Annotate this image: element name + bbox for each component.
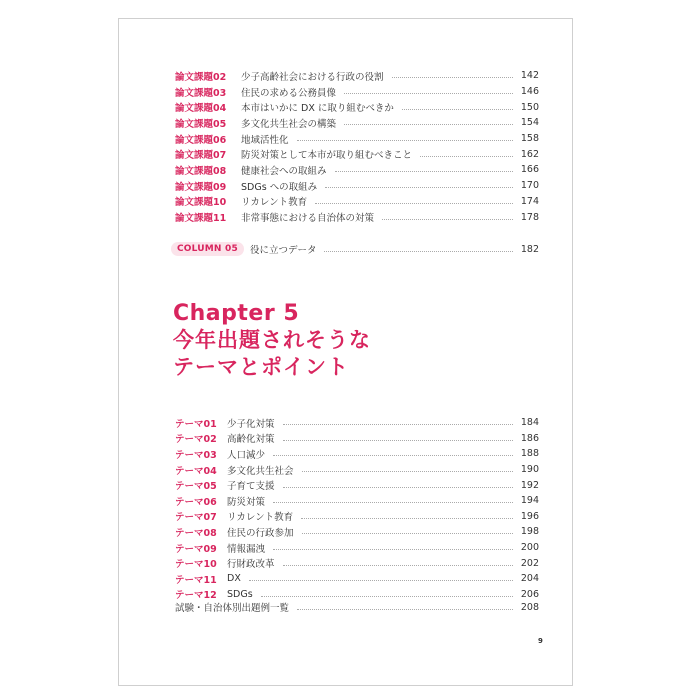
toc-row[interactable] xyxy=(175,431,539,447)
toc-row[interactable] xyxy=(175,194,539,210)
toc-row-page: 204 xyxy=(520,573,539,585)
toc-row-title: 高齢化対策 xyxy=(227,434,275,446)
toc-row-page: 158 xyxy=(520,133,539,145)
toc-row-page: 188 xyxy=(520,448,539,460)
leader-dots xyxy=(402,109,513,110)
toc-row[interactable] xyxy=(175,146,539,162)
leader-dots xyxy=(273,455,513,456)
leader-dots xyxy=(420,156,513,157)
leader-dots xyxy=(325,187,513,188)
toc-row[interactable] xyxy=(175,462,539,478)
toc-row-label: テーマ12 xyxy=(175,590,217,602)
toc-row-page: 142 xyxy=(520,70,539,82)
toc-row-page: 190 xyxy=(520,464,539,476)
toc-row-title: 地域活性化 xyxy=(241,134,289,146)
toc-row-page: 186 xyxy=(520,432,539,444)
toc-row[interactable] xyxy=(175,415,539,431)
toc-row[interactable] xyxy=(175,571,539,587)
leader-dots xyxy=(297,609,513,610)
toc-row[interactable] xyxy=(175,68,539,84)
toc-row-page: 184 xyxy=(520,417,539,429)
toc-row-label: 論文課題11 xyxy=(175,213,227,225)
toc-row[interactable] xyxy=(175,555,539,571)
leader-dots xyxy=(382,219,513,220)
toc-row-page: 208 xyxy=(520,601,539,613)
leader-dots xyxy=(324,251,513,252)
toc-row-exam-list[interactable] xyxy=(175,599,539,615)
toc-row-title: 多文化共生社会 xyxy=(227,465,294,477)
toc-row-title: 防災対策として本市が取り組むべきこと xyxy=(241,150,413,162)
toc-row-label: テーマ09 xyxy=(175,543,217,555)
toc-row-page: 150 xyxy=(520,101,539,113)
toc-row[interactable] xyxy=(175,509,539,525)
leader-dots xyxy=(315,203,513,204)
page-number: 9 xyxy=(538,637,543,645)
toc-row[interactable] xyxy=(175,493,539,509)
toc-row-page: 196 xyxy=(520,510,539,522)
toc-row-title: 試験・自治体別出題例一覧 xyxy=(175,603,290,614)
toc-row-title: 健康社会への取組み xyxy=(241,165,327,177)
leader-dots xyxy=(283,424,513,425)
toc-row-label: 論文課題06 xyxy=(175,134,227,146)
toc-row-label: 論文課題05 xyxy=(175,118,227,130)
toc-row-label: 論文課題08 xyxy=(175,165,227,177)
toc-row-label: テーマ01 xyxy=(175,418,217,430)
toc-row-label: テーマ02 xyxy=(175,434,217,446)
leader-dots xyxy=(283,487,513,488)
toc-row[interactable] xyxy=(175,540,539,556)
toc-row-page: 162 xyxy=(520,148,539,160)
toc-row-title: 人口減少 xyxy=(227,449,266,461)
leader-dots xyxy=(283,440,513,441)
toc-row-label: テーマ08 xyxy=(175,527,217,539)
toc-row-label: テーマ06 xyxy=(175,496,217,508)
toc-row-title: 情報漏洩 xyxy=(227,543,266,555)
toc-row-label: 論文課題02 xyxy=(175,71,227,83)
leader-dots xyxy=(261,596,513,597)
chapter-number: Chapter 5 xyxy=(173,301,300,326)
toc-row-page: 198 xyxy=(520,526,539,538)
toc-row[interactable] xyxy=(175,162,539,178)
toc-row-title: 多文化共生社会の構築 xyxy=(241,118,337,130)
toc-row-title: 非常事態における自治体の対策 xyxy=(241,213,375,225)
leader-dots xyxy=(297,140,513,141)
toc-row-page: 174 xyxy=(520,195,539,207)
toc-row-title: SDGs xyxy=(227,588,253,600)
toc-row-page: 206 xyxy=(520,588,539,600)
toc-row-title: 少子高齢社会における行政の役割 xyxy=(241,71,384,83)
chapter-heading xyxy=(173,301,371,381)
toc-row[interactable] xyxy=(175,178,539,194)
toc-row[interactable] xyxy=(175,524,539,540)
toc-row-title: DX xyxy=(227,573,241,585)
toc-row-title: リカレント教育 xyxy=(227,512,294,524)
toc-section-themes xyxy=(175,415,539,602)
book-page xyxy=(118,18,573,686)
leader-dots xyxy=(344,93,513,94)
toc-row-label: テーマ10 xyxy=(175,559,217,571)
leader-dots xyxy=(335,171,513,172)
toc-section-essay-topics xyxy=(175,68,539,225)
toc-row-title: 防災対策 xyxy=(227,496,266,508)
leader-dots xyxy=(302,471,513,472)
toc-row-title: 本市はいかに DX に取り組むべきか xyxy=(241,103,394,115)
toc-row-page: 166 xyxy=(520,164,539,176)
leader-dots xyxy=(302,533,513,534)
toc-row-column[interactable] xyxy=(171,240,539,258)
toc-row[interactable] xyxy=(175,446,539,462)
leader-dots xyxy=(249,580,513,581)
chapter-title-line-1: 今年出題されそうな xyxy=(173,328,371,352)
toc-row-title: 行財政改革 xyxy=(227,559,275,571)
leader-dots xyxy=(273,549,513,550)
toc-row-label: 論文課題03 xyxy=(175,87,227,99)
chapter-title-line-2: テーマとポイント xyxy=(173,355,349,379)
toc-row-label: テーマ04 xyxy=(175,465,217,477)
toc-row-label: テーマ07 xyxy=(175,512,217,524)
leader-dots xyxy=(273,502,513,503)
toc-row-page: 154 xyxy=(520,117,539,129)
toc-row-page: 170 xyxy=(520,180,539,192)
toc-row-page: 146 xyxy=(520,86,539,98)
toc-row[interactable] xyxy=(175,477,539,493)
toc-row-label: テーマ03 xyxy=(175,449,217,461)
toc-row-label: テーマ11 xyxy=(175,574,217,586)
toc-row-label: 論文課題10 xyxy=(175,197,227,209)
toc-row[interactable] xyxy=(175,99,539,115)
toc-row[interactable] xyxy=(175,209,539,225)
leader-dots xyxy=(283,565,513,566)
toc-row-page: 202 xyxy=(520,557,539,569)
toc-row-title: 少子化対策 xyxy=(227,418,275,430)
toc-row-title: SDGs への取組み xyxy=(241,181,318,193)
leader-dots xyxy=(344,124,513,125)
toc-row-label: 論文課題04 xyxy=(175,103,227,115)
toc-row-label: 論文課題07 xyxy=(175,150,227,162)
toc-row-page: 182 xyxy=(520,243,539,255)
toc-row[interactable] xyxy=(175,115,539,131)
toc-row-title: 住民の求める公務員像 xyxy=(241,87,337,99)
column-badge: COLUMN 05 xyxy=(171,242,244,256)
toc-row-title: リカレント教育 xyxy=(241,197,308,209)
toc-row-page: 194 xyxy=(520,495,539,507)
toc-row-label: テーマ05 xyxy=(175,481,217,493)
leader-dots xyxy=(301,518,513,519)
leader-dots xyxy=(392,77,513,78)
toc-row[interactable] xyxy=(175,84,539,100)
toc-row-title: 子育て支援 xyxy=(227,481,275,493)
toc-row-label: 論文課題09 xyxy=(175,181,227,193)
toc-row-page: 178 xyxy=(520,211,539,223)
toc-row-title: 住民の行政参加 xyxy=(227,527,294,539)
toc-row-page: 192 xyxy=(520,479,539,491)
toc-row[interactable] xyxy=(175,131,539,147)
toc-row-title: 役に立つデータ xyxy=(249,245,317,256)
toc-row-page: 200 xyxy=(520,542,539,554)
